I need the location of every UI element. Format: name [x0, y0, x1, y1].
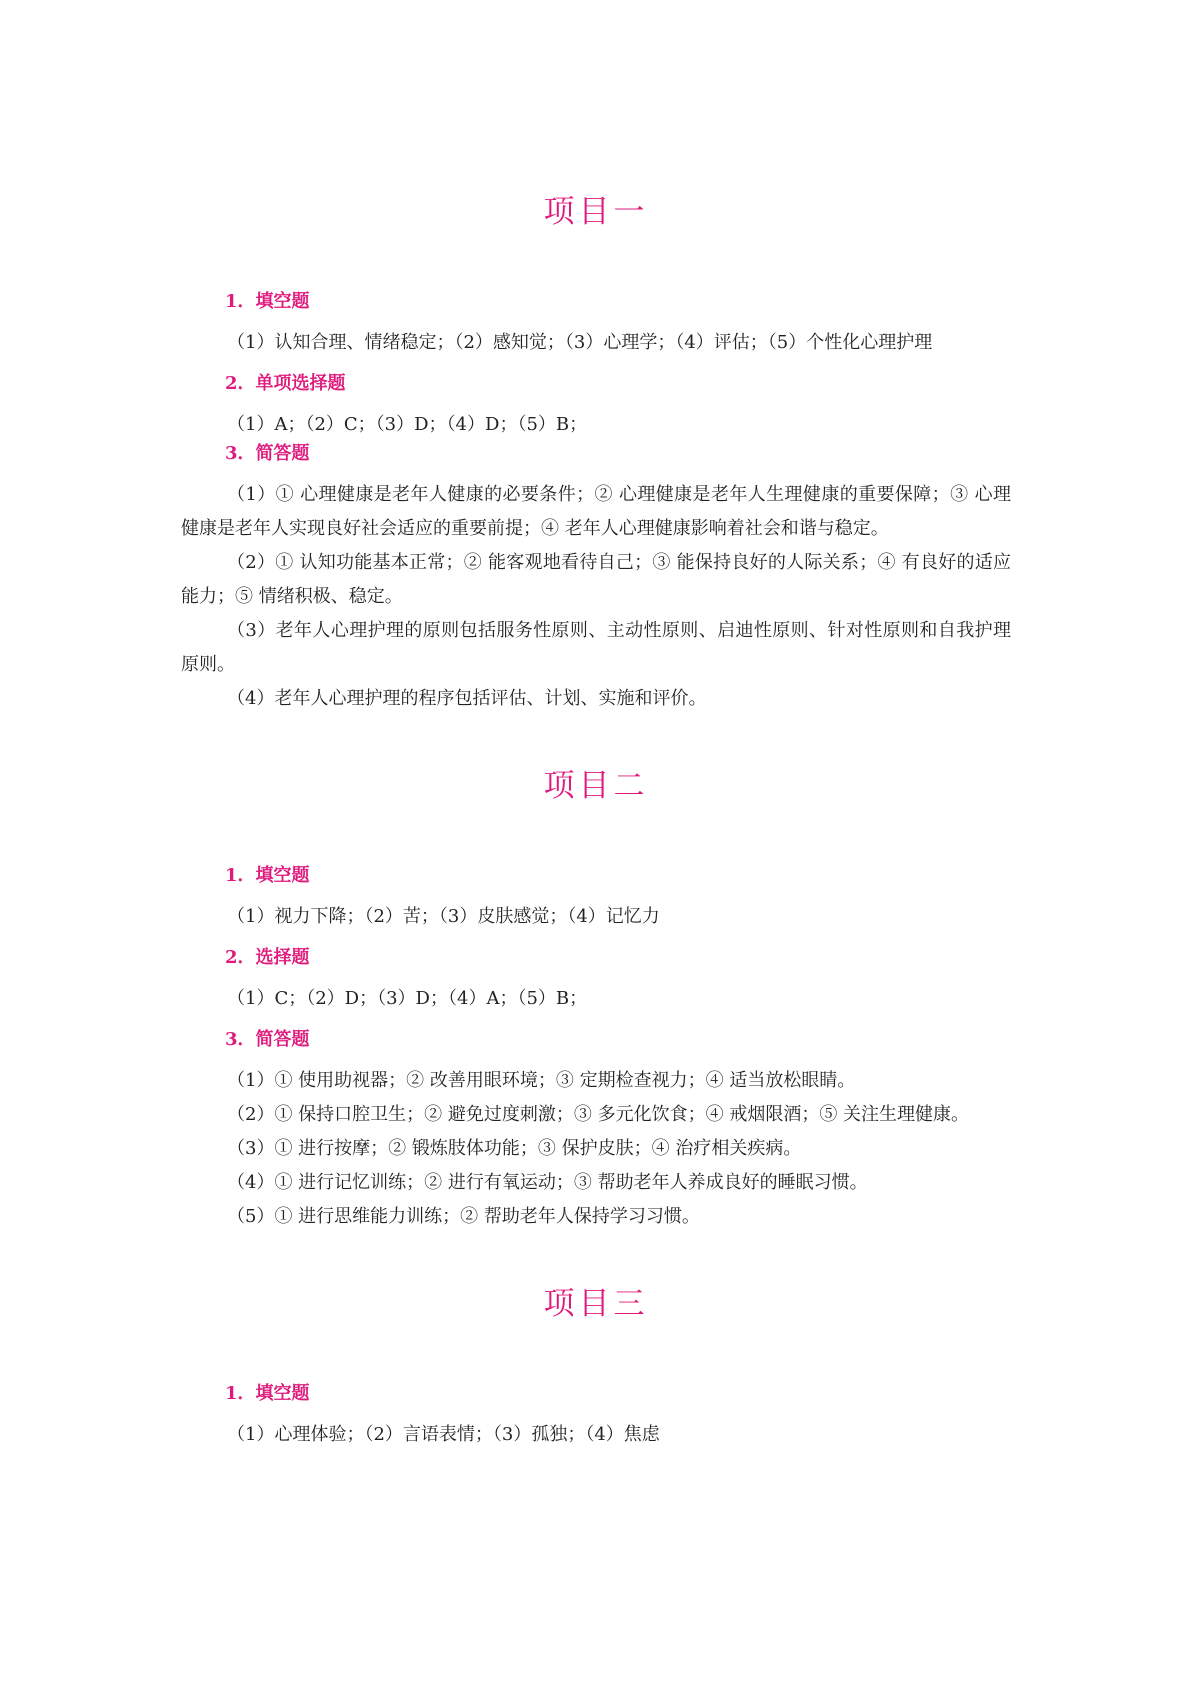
answer-paragraph: （1）心理体验；（2）言语表情；（3）孤独；（4）焦虑 — [227, 1424, 660, 1445]
project-1 — [181, 190, 1011, 716]
answer-paragraph: （5）① 进行思维能力训练；② 帮助老年人保持学习习惯。 — [227, 1206, 700, 1227]
section-heading: 1．填空题 — [225, 1383, 310, 1404]
answer-paragraph: （4）老年人心理护理的程序包括评估、计划、实施和评价。 — [227, 688, 707, 709]
answer-paragraph: （2）① 认知功能基本正常；② 能客观地看待自己；③ 能保持良好的人际关系；④ 有良好的适应能力；⑤ 情绪积极、稳定。 — [181, 552, 1011, 607]
section-heading: 2．选择题 — [225, 947, 310, 968]
section-heading: 2．单项选择题 — [225, 373, 346, 394]
answer-paragraph: （1）认知合理、情绪稳定；（2）感知觉；（3）心理学；（4）评估；（5）个性化心理护理 — [227, 332, 933, 353]
project-title: 项目二 — [543, 768, 649, 804]
answer-paragraph: （3）老年人心理护理的原则包括服务性原则、主动性原则、启迪性原则、针对性原则和自我护理原则。 — [181, 620, 1011, 675]
answer-paragraph: （4）① 进行记忆训练；② 进行有氧运动；③ 帮助老年人养成良好的睡眠习惯。 — [227, 1172, 868, 1193]
answer-paragraph: （2）① 保持口腔卫生；② 避免过度刺激；③ 多元化饮食；④ 戒烟限酒；⑤ 关注生理健康。 — [227, 1104, 970, 1125]
section-heading: 1．填空题 — [225, 291, 310, 312]
project-3 — [181, 1282, 1011, 1452]
project-2 — [181, 764, 1011, 1234]
section-heading: 1．填空题 — [225, 865, 310, 886]
answer-paragraph: （3）① 进行按摩；② 锻炼肢体功能；③ 保护皮肤；④ 治疗相关疾病。 — [227, 1138, 802, 1159]
project-title: 项目一 — [543, 194, 649, 230]
project-title: 项目三 — [543, 1286, 649, 1322]
answer-paragraph: （1）A；（2）C；（3）D；（4）D；（5）B； — [227, 414, 588, 435]
section-heading: 3．简答题 — [225, 1029, 310, 1050]
document-content — [181, 190, 1011, 1500]
answer-paragraph: （1）① 使用助视器；② 改善用眼环境；③ 定期检查视力；④ 适当放松眼睛。 — [227, 1070, 856, 1091]
answer-paragraph: （1）C；（2）D；（3）D；（4）A；（5）B； — [227, 988, 588, 1009]
answer-paragraph: （1）① 心理健康是老年人健康的必要条件；② 心理健康是老年人生理健康的重要保障；③ 心理健康是老年人实现良好社会适应的重要前提；④ 老年人心理健康影响着社会和谐与稳定。 — [181, 484, 1011, 539]
answer-paragraph: （1）视力下降；（2）苦；（3）皮肤感觉；（4）记忆力 — [227, 906, 660, 927]
section-heading: 3．简答题 — [225, 443, 310, 464]
